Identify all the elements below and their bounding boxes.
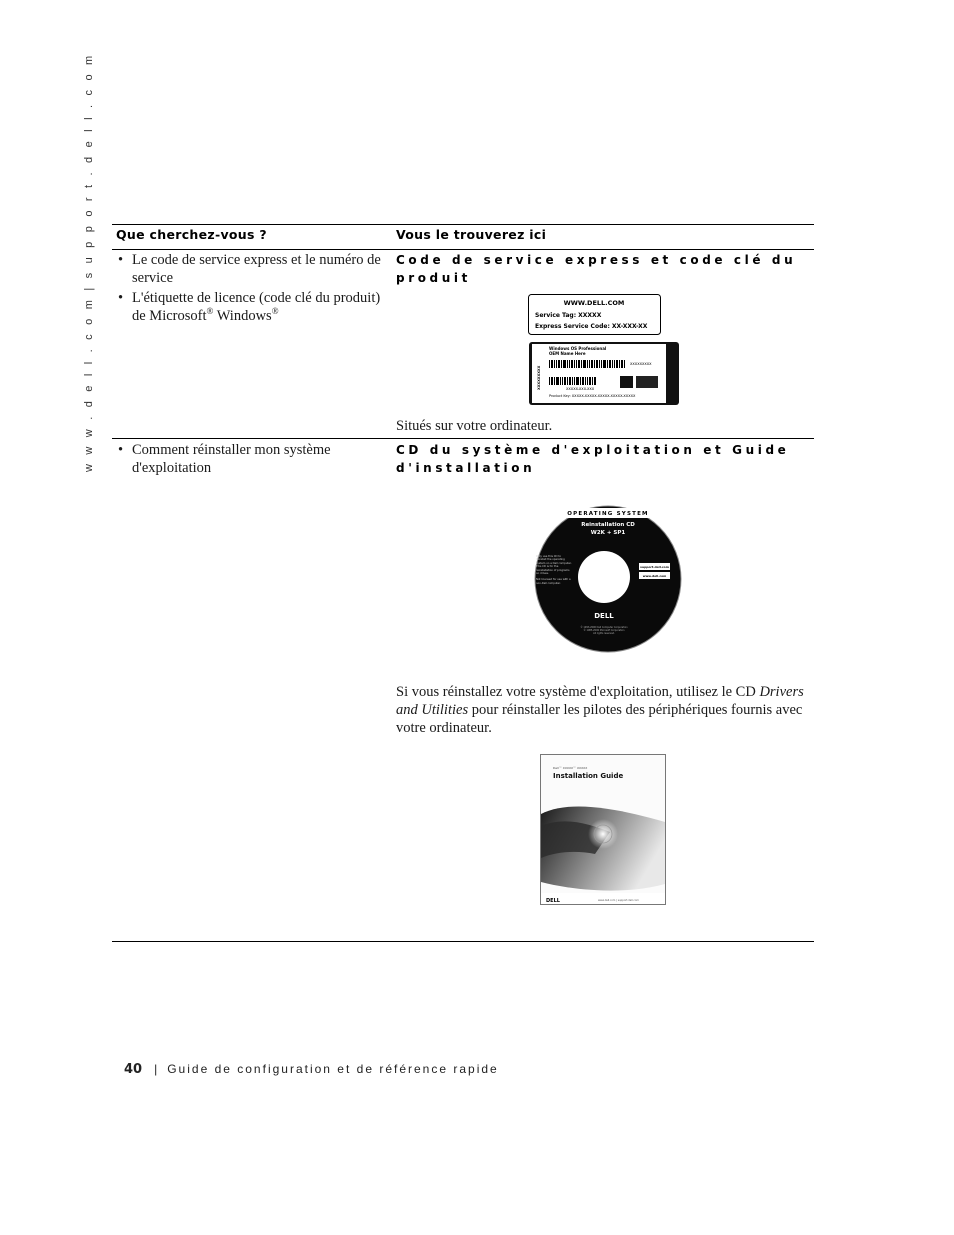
hologram-right: [636, 376, 658, 388]
installation-guide-image: [540, 754, 667, 906]
footer-title: Guide de configuration et de référence rapide: [167, 1062, 499, 1076]
drivers-utilities-italic: Drivers and Utilities: [396, 684, 804, 718]
registered-mark: ®: [206, 306, 214, 317]
label-express-code: Express Service Code: XX-XXX-XX: [535, 323, 648, 330]
side-url: w w w . d e l l . c o m | s u p p o r t . d e l l . c o m: [83, 52, 95, 472]
cd-left-text: Only use this CD to reinstall the operating system on a Dell computer. This CD is for the reinstallation of programs on drives.: [536, 555, 572, 576]
header-rule: [112, 249, 814, 250]
cd-right-2: www.dell.com: [642, 574, 667, 578]
label-service-tag: Service Tag: XXXXX: [535, 312, 602, 319]
table-bottom-rule: [112, 941, 814, 942]
page-footer: [124, 1062, 499, 1077]
license-product-key: Product Key: XXXXX-XXXXX-XXXXX-XXXXX-XXXXX: [549, 394, 636, 398]
row1-bullet-1-text: Le code de service express et le numéro de service: [132, 252, 381, 286]
row1-caption: Situés sur votre ordinateur.: [396, 418, 553, 434]
para-text-after: pour réinstaller les pilotes des périphériques fournis avec votre ordinateur.: [396, 702, 803, 736]
registered-mark: ®: [271, 306, 279, 317]
row2-paragraph: [396, 683, 806, 737]
license-code-top: XXXXXXXXX: [630, 362, 652, 366]
row1-bullet-list: [116, 251, 388, 327]
cd-copyright-2: © 1985-2000 Microsoft Corporation: [583, 629, 625, 632]
row1-bullet-1: [116, 251, 388, 287]
hologram-left: [620, 376, 633, 388]
para-text-before: Si vous réinstallez votre système d'exploitation, utilisez le CD: [396, 684, 760, 700]
cd-title-2: W2K + SP1: [590, 530, 626, 536]
col1-header: Que cherchez-vous ?: [116, 227, 267, 242]
dell-logo-icon: DELL: [594, 612, 614, 620]
row1-section-title: Code de service express et code clé du produit: [396, 253, 797, 285]
guide-bottom: www.dell.com | support.dell.com: [598, 899, 639, 902]
license-line1: Windows OS Professional: [549, 346, 607, 351]
guide-small-top: Dell™ XXXXX™ XXXXX: [553, 766, 588, 770]
license-code-mid: XXXXX-XXX-XXX: [566, 387, 595, 391]
service-tag-label-image: [528, 294, 662, 336]
cd-title-1: Reinstallation CD: [581, 522, 635, 528]
row1-bullet-2-text: L'étiquette de licence (code clé du produit) de Microsoft: [132, 290, 381, 324]
license-label-image: [529, 342, 680, 406]
cd-band-text: OPERATING SYSTEM: [567, 511, 649, 517]
os-reinstallation-cd-image: [534, 505, 682, 653]
license-code-side: XXXXXXXXX: [537, 365, 541, 390]
row2-bullet-list: [116, 441, 388, 479]
cd-left-text-2: Not licensed for use with a non-Dell computer.: [536, 578, 571, 585]
guide-title: Installation Guide: [553, 772, 624, 780]
footer-separator: |: [154, 1062, 158, 1076]
cd-copyright-3: All rights reserved.: [593, 632, 615, 635]
table-top-rule: [112, 224, 814, 225]
license-line2: OEM Name Here: [549, 351, 586, 356]
col2-header: Vous le trouverez ici: [396, 227, 547, 242]
label-site: WWW.DELL.COM: [563, 299, 625, 307]
cd-right-1: support.dell.com: [640, 565, 669, 569]
row2-section-title: CD du système d'exploitation et Guide d'installation: [396, 443, 790, 475]
row2-bullet-1: [116, 441, 388, 477]
page-number: 40: [124, 1062, 143, 1077]
cd-copyright-1: © 1993-2000 Dell Computer Corporation: [580, 626, 628, 629]
row2-bullet-1-text: Comment réinstaller mon système d'exploitation: [132, 442, 331, 476]
dell-logo-icon: DELL: [546, 898, 560, 904]
row1-bullet-2: [116, 289, 388, 325]
row-divider: [112, 438, 814, 439]
windows-word: Windows: [213, 308, 272, 324]
